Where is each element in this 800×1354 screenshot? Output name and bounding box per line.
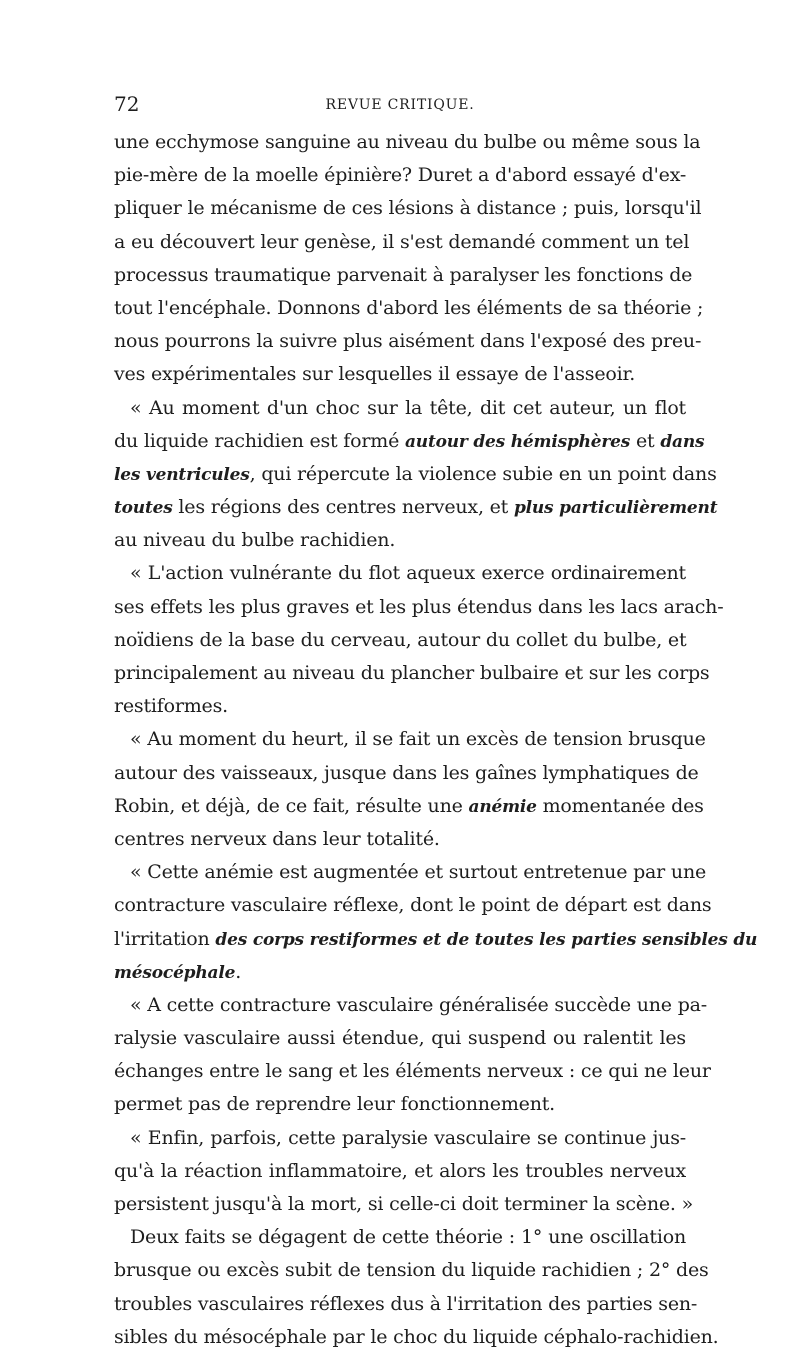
- text-line: nous pourrons la suivre plus aisément dans l'exposé des preu-: [114, 330, 702, 353]
- text-line: « Au moment du heurt, il se fait un excès de tension brusque: [130, 728, 706, 751]
- page-header: [114, 92, 686, 116]
- text-line: brusque ou excès subit de tension du liquide rachidien ; 2° des: [114, 1259, 709, 1282]
- text-line: processus traumatique parvenait à paralyser les fonctions de: [114, 263, 693, 286]
- text-line: noïdiens de la base du cerveau, autour du collet du bulbe, et: [114, 628, 687, 651]
- text-line: principalement au niveau du plancher bulbaire et sur les corps: [114, 662, 710, 684]
- text-line: ses effets les plus graves et les plus étendus dans les lacs arach-: [114, 595, 724, 618]
- text-line: Deux faits se dégagent de cette théorie : 1° une oscillation: [130, 1226, 686, 1249]
- text-line: une ecchymose sanguine au niveau du bulbe ou même sous la: [114, 131, 701, 153]
- text-line: « A cette contracture vasculaire généralisée succède une pa-: [130, 993, 708, 1016]
- text-line: l'irritation des corps restiformes et de toutes les parties sensibles du: [114, 927, 758, 950]
- text-line: « Enfin, parfois, cette paralysie vasculaire se continue jus-: [130, 1126, 686, 1149]
- text-line: les ventricules, qui répercute la violence subie en un point dans: [114, 462, 717, 485]
- page-number: 72: [114, 92, 140, 116]
- text-line: permet pas de reprendre leur fonctionnement.: [114, 1093, 556, 1116]
- text-line: sibles du mésocéphale par le choc du liquide céphalo-rachidien.: [114, 1325, 719, 1348]
- text-line: pie-mère de la moelle épinière? Duret a d'abord essayé d'ex-: [114, 164, 687, 187]
- text-line: ves expérimentales sur lesquelles il essaye de l'asseoir.: [114, 363, 636, 386]
- running-head: REVUE CRITIQUE.: [325, 97, 475, 113]
- text-line: contracture vasculaire réflexe, dont le point de départ est dans: [114, 894, 712, 917]
- text-line: tout l'encéphale. Donnons d'abord les éléments de sa théorie ;: [114, 296, 704, 319]
- text-line: échanges entre le sang et les éléments nerveux : ce qui ne leur: [114, 1060, 711, 1083]
- text-line: ralysie vasculaire aussi étendue, qui suspend ou ralentit les: [114, 1027, 686, 1050]
- body-text: [114, 126, 758, 1354]
- text-line: autour des vaisseaux, jusque dans les gaînes lymphatiques de: [114, 761, 699, 784]
- text-line: pliquer le mécanisme de ces lésions à distance ; puis, lorsqu'il: [114, 197, 702, 220]
- text-line: troubles vasculaires réflexes dus à l'irritation des parties sen-: [114, 1292, 698, 1315]
- text-line: au niveau du bulbe rachidien.: [114, 529, 396, 552]
- text-line: toutes les régions des centres nerveux, et plus particulièrement: [114, 496, 718, 519]
- text-line: centres nerveux dans leur totalité.: [114, 827, 440, 850]
- text-line: persistent jusqu'à la mort, si celle-ci doit terminer la scène. »: [114, 1193, 694, 1215]
- text-line: « L'action vulnérante du flot aqueux exerce ordinairement: [130, 562, 686, 585]
- text-line: qu'à la réaction inflammatoire, et alors les troubles nerveux: [114, 1159, 686, 1182]
- text-line: Robin, et déjà, de ce fait, résulte une anémie momentanée des: [114, 794, 704, 817]
- text-line: mésocéphale.: [114, 960, 242, 983]
- text-line: a eu découvert leur genèse, il s'est demandé comment un tel: [114, 230, 690, 253]
- text-line: « Au moment d'un choc sur la tête, dit cet auteur, un flot: [130, 396, 686, 419]
- text-line: du liquide rachidien est formé autour des hémisphères et dans: [114, 429, 705, 452]
- text-line: « Cette anémie est augmentée et surtout entretenue par une: [130, 861, 707, 884]
- text-line: restiformes.: [114, 695, 228, 718]
